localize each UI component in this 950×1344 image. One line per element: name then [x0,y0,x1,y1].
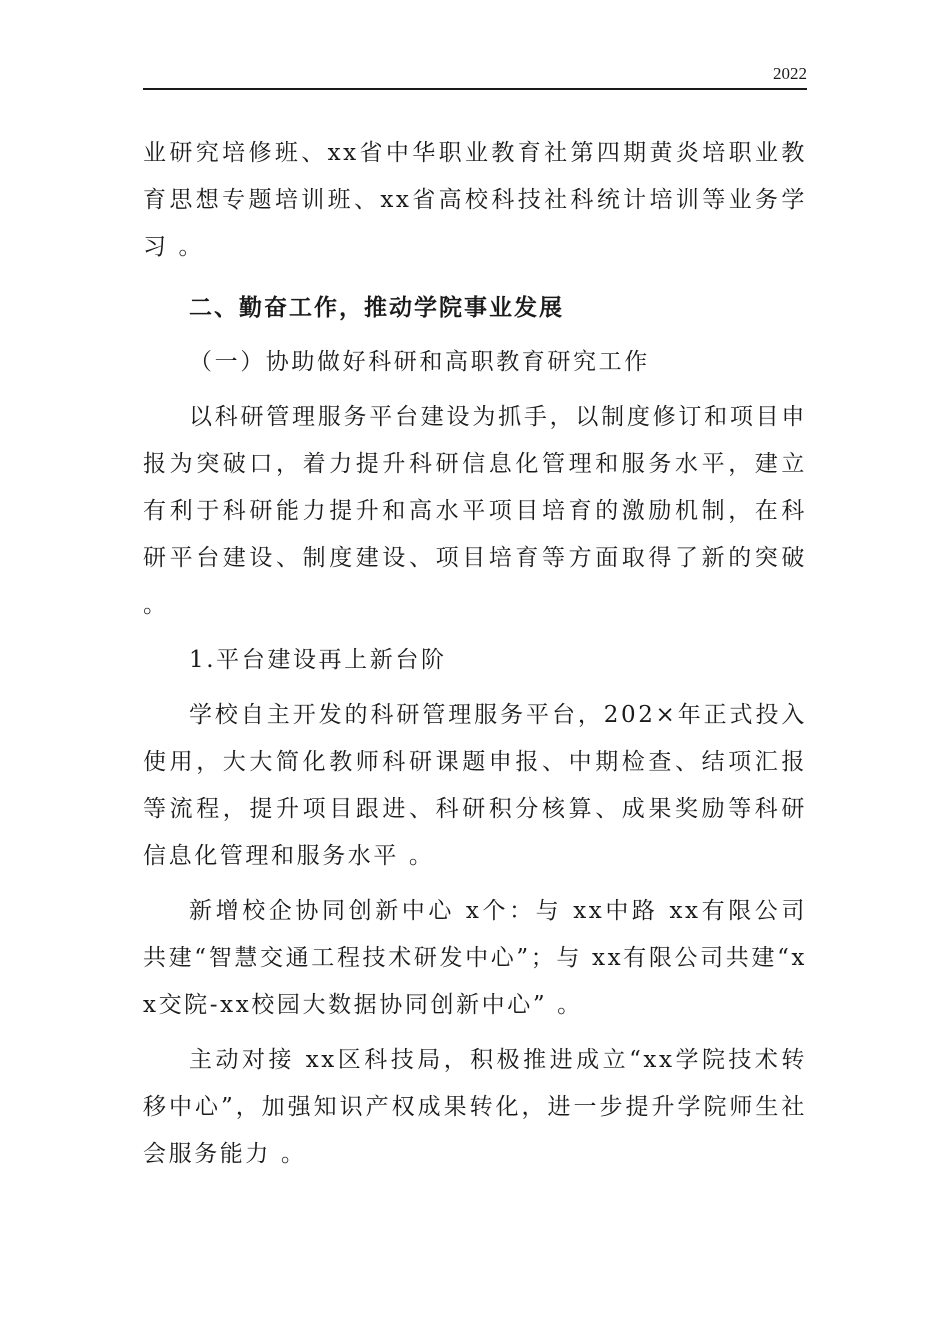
intro-paragraph: 以科研管理服务平台建设为抓手，以制度修订和项目申报为突破口，着力提升科研信息化管理和服务水平，建立有利于科研能力提升和高水平项目培育的激励机制，在科研平台建设、制度建设、项目培育等方面取得了新的突破 。 [143,404,807,618]
centers-paragraph: 新增校企协同创新中心 x个：与 xx中路 xx有限公司共建“智慧交通工程技术研发中心”；与 xx有限公司共建“xx交院-xx校园大数据协同创新中心” 。 [143,898,807,1018]
page-header [143,62,807,90]
section-heading: 二、勤奋工作，推动学院事业发展 [189,294,564,321]
document-body [143,130,807,1178]
platform-paragraph: 学校自主开发的科研管理服务平台，202×年正式投入使用，大大简化教师科研课题申报、中期检查、结项汇报等流程，提升项目跟进、科研积分核算、成果奖励等科研信息化管理和服务水平 。 [143,702,807,869]
continued-paragraph: 业研究培修班、xx省中华职业教育社第四期黄炎培职业教育思想专题培训班、xx省高校科技社科统计培训等业务学习 。 [143,140,807,260]
item-heading: 1.平台建设再上新台阶 [189,647,447,673]
transfer-paragraph: 主动对接 xx区科技局，积极推进成立“xx学院技术转移中心”，加强知识产权成果转化，进一步提升学院师生社会服务能力 。 [143,1047,807,1167]
sub-heading: （一）协助做好科研和高职教育研究工作 [189,349,650,375]
header-year: 2022 [773,64,807,83]
